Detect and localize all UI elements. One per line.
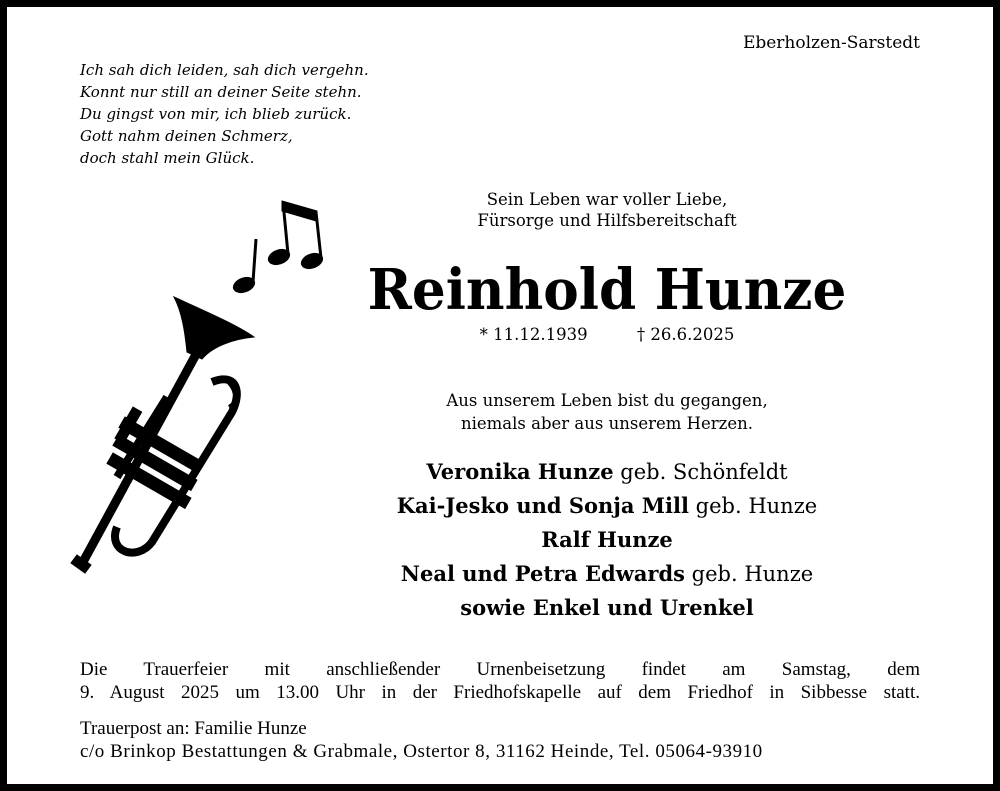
life-dates xyxy=(307,325,907,344)
poem-line: Du gingst von mir, ich blieb zurück. xyxy=(80,105,352,123)
poem-line: doch stahl mein Glück. xyxy=(80,149,255,167)
tagline-line: Sein Leben war voller Liebe, xyxy=(486,190,728,209)
ceremony-line: Die Trauerfeier mit anschließender Urnenbeisetzung findet am Samstag, dem xyxy=(80,659,920,680)
ceremony-line: 9. August 2025 um 13.00 Uhr in der Friedhofskapelle auf dem Friedhof in Sibbesse statt. xyxy=(80,682,920,703)
mourner: sowie Enkel und Urenkel xyxy=(460,595,754,620)
address-line: c/o Brinkop Bestattungen & Grabmale, Ostertor 8, 31162 Heinde, Tel. 05064-93910 xyxy=(80,741,763,762)
trumpet-icon xyxy=(71,297,254,573)
place-name: Eberholzen-Sarstedt xyxy=(742,33,920,53)
quote-line: Aus unserem Leben bist du gegangen, xyxy=(446,391,768,410)
condolence-address xyxy=(80,717,763,763)
tagline xyxy=(307,189,907,231)
mourner: Kai-Jesko und Sonja Mill geb. Hunze xyxy=(396,493,818,518)
poem-line: Ich sah dich leiden, sah dich vergehn. xyxy=(80,61,369,79)
mourner: Ralf Hunze xyxy=(541,527,673,552)
death-date: † 26.6.2025 xyxy=(636,325,735,344)
poem-line: Konnt nur still an deiner Seite stehn. xyxy=(80,83,362,101)
quote xyxy=(307,389,907,435)
quote-line: niemals aber aus unserem Herzen. xyxy=(460,414,753,433)
poem xyxy=(80,59,369,169)
mourner: Veronika Hunze geb. Schönfeldt xyxy=(426,459,788,484)
obituary-notice xyxy=(7,7,993,784)
ceremony-info xyxy=(80,658,920,704)
deceased-name: Reinhold Hunze xyxy=(367,257,847,323)
mourner: Neal und Petra Edwards geb. Hunze xyxy=(400,561,814,586)
poem-line: Gott nahm deinen Schmerz, xyxy=(80,127,293,145)
address-line: Trauerpost an: Familie Hunze xyxy=(80,718,307,739)
birth-date: * 11.12.1939 xyxy=(479,325,588,344)
mourners-list xyxy=(307,455,907,625)
tagline-line: Fürsorge und Hilfsbereitschaft xyxy=(477,211,737,230)
